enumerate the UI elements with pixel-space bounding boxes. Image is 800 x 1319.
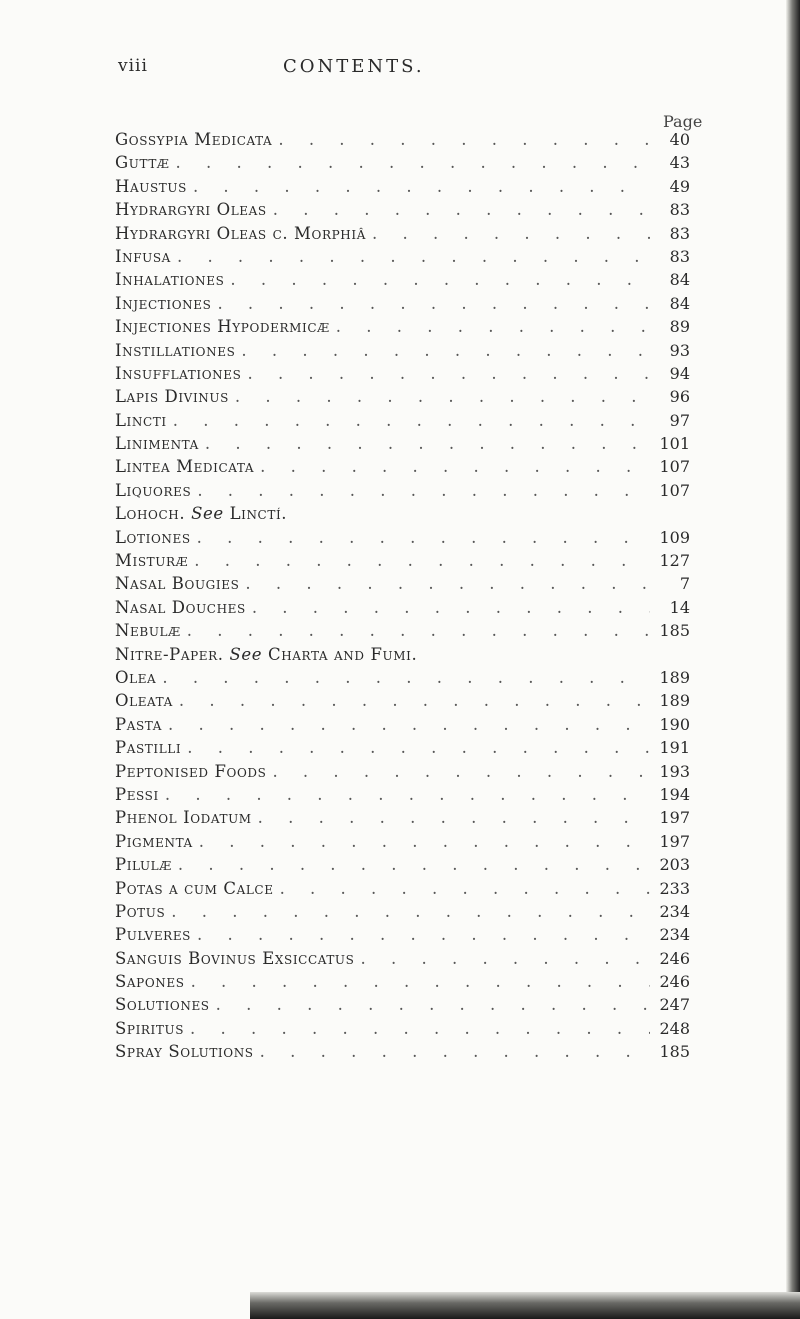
dot-leader (162, 666, 650, 689)
entry-title: Gossypia Medicata (115, 130, 273, 149)
page-number: 40 (669, 130, 690, 149)
dot-leader (179, 689, 650, 712)
page-number: 14 (669, 597, 690, 617)
page-number: 246 (659, 948, 690, 968)
entry-title: Potas a cum Calce (115, 878, 274, 898)
dot-leader (372, 222, 650, 245)
entry-title: Pigmenta (115, 831, 193, 851)
see-target: Charta and Fumi. (268, 644, 418, 664)
entry-title: Instillationes (115, 340, 236, 360)
page-number: 194 (659, 784, 690, 804)
toc-entry (115, 713, 690, 736)
dot-leader (199, 830, 650, 853)
dot-leader (168, 713, 650, 736)
toc-entry (115, 853, 690, 876)
entry-title: Solutiones (115, 995, 210, 1015)
entry-title: Spiritus (115, 1018, 185, 1038)
entry-title: Phenol Iodatum (115, 808, 252, 828)
page-number: 247 (659, 995, 690, 1015)
page-number: 83 (669, 223, 690, 243)
entry-title: Linimenta (115, 434, 199, 454)
entry-title: Nitre-Paper. See Charta and Fumi. (115, 644, 418, 664)
entry-title: Liquores (115, 480, 192, 500)
see-reference: See (229, 644, 263, 664)
entry-title: Nasal Douches (115, 597, 246, 617)
toc-entry (115, 315, 690, 338)
entry-title: Inhalationes (115, 270, 225, 290)
entry-title: Insufflationes (115, 363, 242, 383)
dot-leader (360, 947, 650, 970)
entry-title: Sapones (115, 972, 185, 992)
page-number: 193 (659, 761, 690, 781)
page-column-label: Page (663, 112, 703, 131)
page-folio: viii (118, 56, 148, 76)
toc-entry (115, 643, 690, 666)
toc-entry (115, 806, 690, 829)
entry-title: Haustus (115, 176, 187, 196)
dot-leader (230, 268, 650, 291)
dot-leader (171, 900, 650, 923)
toc-entry (115, 619, 690, 642)
page-number: 83 (669, 200, 690, 220)
toc-entry (115, 736, 690, 759)
dot-leader (197, 923, 650, 946)
entry-title: Infusa (115, 246, 171, 266)
dot-leader (258, 806, 650, 829)
dot-leader (194, 549, 650, 572)
entry-title: Hydrargyri Oleas (115, 200, 267, 220)
entry-title: Lotiones (115, 527, 191, 547)
dot-leader (165, 783, 650, 806)
entry-title: Olea (115, 667, 157, 687)
toc-entry (115, 549, 690, 572)
dot-leader (217, 292, 650, 315)
page-number: 49 (669, 176, 690, 196)
dot-leader (235, 385, 650, 408)
page-number: 203 (659, 855, 690, 875)
toc-entry (115, 877, 690, 900)
toc-entry (115, 666, 690, 689)
page-number: 189 (659, 691, 690, 711)
page-number: 89 (669, 317, 690, 337)
page-number: 84 (669, 293, 690, 313)
page-number: 84 (669, 270, 690, 290)
page-number: 109 (659, 527, 690, 547)
dot-leader (178, 853, 650, 876)
entry-title: Lapis Divinus (115, 387, 229, 407)
toc-entry (115, 993, 690, 1016)
dot-leader (241, 339, 650, 362)
page-number: 107 (659, 457, 690, 477)
page-number: 185 (659, 1042, 690, 1062)
toc-entry (115, 385, 690, 408)
entry-title: Injectiones (115, 293, 212, 313)
entry-title: Spray Solutions (115, 1042, 254, 1062)
dot-leader (176, 151, 650, 174)
toc-entry (115, 1040, 690, 1063)
contents-list (115, 128, 690, 1064)
toc-entry (115, 128, 690, 151)
entry-title: Guttæ (115, 153, 170, 173)
entry-title: Lohoch. See Linctí. (115, 504, 288, 524)
page-number: 234 (659, 901, 690, 921)
page-number: 233 (659, 878, 690, 898)
dot-leader (273, 198, 650, 221)
entry-title: Lincti (115, 410, 167, 430)
page-number: 189 (659, 667, 690, 687)
entry-title: Pastilli (115, 738, 182, 758)
toc-entry (115, 947, 690, 970)
dot-leader (191, 970, 650, 993)
entry-title: Hydrargyri Oleas c. Morphiâ (115, 223, 366, 243)
toc-entry (115, 596, 690, 619)
running-title: CONTENTS. (283, 56, 425, 77)
dot-leader (247, 362, 650, 385)
dot-leader (187, 619, 650, 642)
dot-leader (190, 1017, 650, 1040)
entry-title: Pasta (115, 714, 163, 734)
dot-leader (245, 572, 650, 595)
toc-entry (115, 900, 690, 923)
toc-entry (115, 245, 690, 268)
toc-entry (115, 175, 690, 198)
page-number: 127 (659, 551, 690, 571)
dot-leader (252, 596, 650, 619)
toc-entry (115, 689, 690, 712)
dot-leader (260, 1040, 650, 1063)
page-number: 197 (659, 808, 690, 828)
entry-title: Peptonised Foods (115, 761, 267, 781)
toc-entry (115, 151, 690, 174)
toc-entry (115, 502, 690, 525)
toc-entry (115, 830, 690, 853)
entry-title: Sanguis Bovinus Exsiccatus (115, 948, 355, 968)
toc-entry (115, 362, 690, 385)
page-number: 246 (659, 972, 690, 992)
toc-entry (115, 923, 690, 946)
toc-entry (115, 455, 690, 478)
toc-entry (115, 572, 690, 595)
entry-title: Pilulæ (115, 855, 172, 875)
toc-entry (115, 479, 690, 502)
toc-entry (115, 339, 690, 362)
entry-title: Nasal Bougies (115, 574, 240, 594)
toc-entry (115, 292, 690, 315)
page-number: 97 (669, 410, 690, 430)
toc-entry (115, 970, 690, 993)
toc-entry (115, 432, 690, 455)
dot-leader (272, 760, 650, 783)
toc-entry (115, 526, 690, 549)
dot-leader (173, 409, 650, 432)
toc-entry (115, 1017, 690, 1040)
dot-leader (187, 736, 650, 759)
page-number: 94 (669, 363, 690, 383)
page-number: 107 (659, 480, 690, 500)
page-number: 43 (669, 153, 690, 173)
entry-title: Misturæ (115, 551, 189, 571)
see-reference: See (191, 504, 224, 524)
dot-leader (260, 455, 650, 478)
entry-title: Lintea Medicata (115, 457, 255, 477)
entry-title: Oleata (115, 691, 173, 711)
page-number: 191 (659, 738, 690, 758)
page-number: 93 (669, 340, 690, 360)
page-number: 101 (659, 434, 690, 454)
dot-leader (197, 479, 650, 502)
page-edge-shadow (786, 0, 800, 1319)
bottom-edge-shadow (250, 1292, 800, 1319)
toc-entry (115, 760, 690, 783)
page-number: 83 (669, 246, 690, 266)
page-number: 96 (669, 387, 690, 407)
page-number: 190 (659, 714, 690, 734)
toc-entry (115, 198, 690, 221)
dot-leader (336, 315, 650, 338)
dot-leader (280, 877, 650, 900)
toc-entry (115, 783, 690, 806)
dot-leader (205, 432, 650, 455)
dot-leader (193, 175, 650, 198)
page-number: 197 (659, 831, 690, 851)
toc-entry (115, 222, 690, 245)
page-number: 7 (679, 574, 690, 594)
page-header (0, 56, 800, 86)
entry-title: Nebulæ (115, 621, 181, 641)
page-number: 248 (659, 1018, 690, 1038)
dot-leader (216, 993, 650, 1016)
dot-leader (177, 245, 650, 268)
entry-title: Potus (115, 901, 166, 921)
toc-entry (115, 409, 690, 432)
page-number: 234 (659, 925, 690, 945)
entry-title: Injectiones Hypodermicæ (115, 317, 330, 337)
toc-entry (115, 268, 690, 291)
page-number: 185 (659, 621, 690, 641)
dot-leader (197, 526, 650, 549)
entry-title: Pulveres (115, 925, 192, 945)
entry-title: Pessi (115, 784, 159, 804)
dot-leader (278, 128, 650, 151)
see-target: Linctí. (229, 504, 288, 524)
